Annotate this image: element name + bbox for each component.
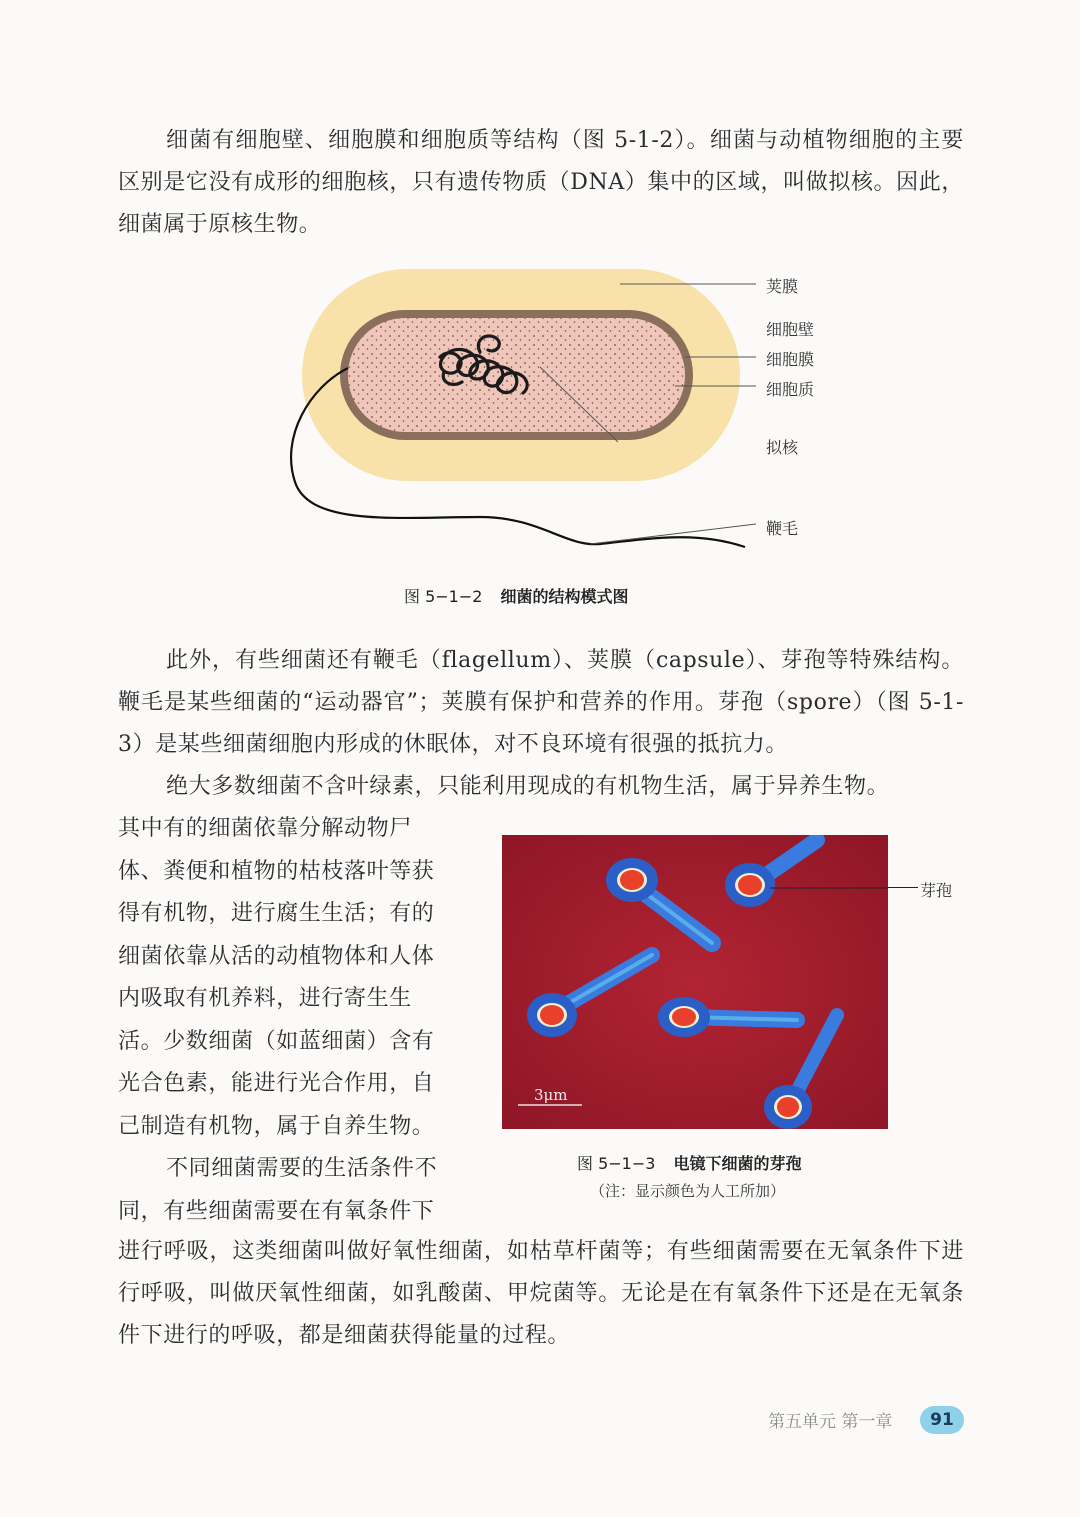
paragraph-respiration: 进行呼吸，这类细菌叫做好氧性细菌，如枯草杆菌等；有些细菌需要在无氧条件下进行呼吸，叫做厌氧性细菌，如乳酸菌、甲烷菌等。无论是在有氧条件下还是在无氧条件下进行的呼吸，都是细菌获得能量的过程。 bbox=[118, 1239, 964, 1348]
caption-number: 图 5−1−3 bbox=[577, 1154, 656, 1173]
text-line: 不同细菌需要的生活条件不 bbox=[166, 1156, 438, 1181]
spore-micrograph bbox=[502, 835, 888, 1129]
label-cell-wall: 细胞壁 bbox=[766, 320, 815, 339]
label-capsule: 荚膜 bbox=[766, 277, 799, 296]
scale-bar-label: 3μm bbox=[534, 1086, 568, 1104]
caption-title: 电镜下细菌的芽孢 bbox=[673, 1154, 802, 1173]
figure-note: （注：显示颜色为人工所加） bbox=[590, 1182, 786, 1200]
figure-caption-1 bbox=[404, 584, 628, 607]
label-flagellum: 鞭毛 bbox=[766, 519, 799, 538]
page-number-badge: 91 bbox=[920, 1406, 964, 1434]
text-line: 得有机物，进行腐生生活；有的 bbox=[118, 901, 435, 926]
label-spore: 芽孢 bbox=[920, 881, 953, 900]
figure-caption-2 bbox=[577, 1151, 801, 1174]
text-line: 光合色素，能进行光合作用，自 bbox=[118, 1071, 435, 1096]
spore-leader-line bbox=[888, 887, 918, 888]
bacteria-structure-diagram bbox=[280, 262, 840, 562]
paragraph-nutrition-line1: 绝大多数细菌不含叶绿素，只能利用现成的有机物生活，属于异养生物。 bbox=[166, 774, 890, 799]
text-line: 体、粪便和植物的枯枝落叶等获 bbox=[118, 858, 435, 884]
label-cytoplasm: 细胞质 bbox=[766, 380, 815, 399]
text-line: 其中有的细菌依靠分解动物尸 bbox=[118, 816, 412, 841]
label-nucleoid: 拟核 bbox=[766, 438, 799, 457]
paragraph-special-structures: 此外，有些细菌还有鞭毛（flagellum）、荚膜（capsule）、芽孢等特殊结构。鞭毛是某些细菌的“运动器官”；荚膜有保护和营养的作用。芽孢（spore）（图 5-1-3）是某些细菌细胞内形成的休眠体，对不良环境有很强的抵抗力。 bbox=[118, 648, 964, 757]
paragraph-nutrition-wrap bbox=[118, 808, 478, 1233]
label-cell-membrane: 细胞膜 bbox=[766, 350, 815, 369]
text-line: 活。少数细菌（如蓝细菌）含有 bbox=[118, 1028, 435, 1054]
caption-title: 细菌的结构模式图 bbox=[500, 587, 629, 606]
text-line: 细菌依靠从活的动植物体和人体 bbox=[118, 943, 435, 969]
text-line: 内吸取有机养料，进行寄生生 bbox=[118, 986, 412, 1011]
paragraph-intro: 细菌有细胞壁、细胞膜和细胞质等结构（图 5-1-2）。细菌与动植物细胞的主要区别是它没有成形的细胞核，只有遗传物质（DNA）集中的区域，叫做拟核。因此，细菌属于原核生物。 bbox=[118, 128, 964, 237]
caption-number: 图 5−1−2 bbox=[404, 587, 483, 606]
chapter-footer: 第五单元 第一章 bbox=[768, 1412, 893, 1432]
text-line: 己制造有机物，属于自养生物。 bbox=[118, 1113, 435, 1139]
text-line: 同，有些细菌需要在有氧条件下 bbox=[118, 1198, 435, 1224]
